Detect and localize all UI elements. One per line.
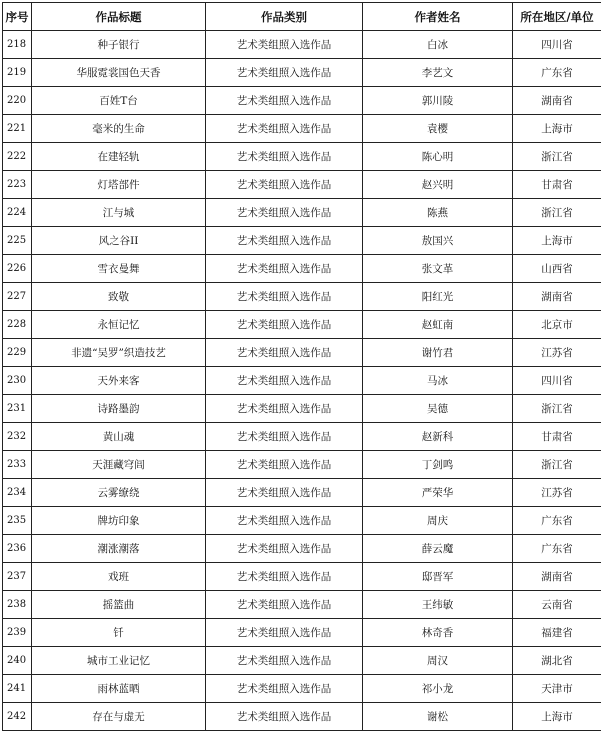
cell-number: 228 xyxy=(3,311,32,339)
cell-number: 232 xyxy=(3,423,32,451)
cell-author: 阳红光 xyxy=(363,283,513,311)
cell-region: 浙江省 xyxy=(513,199,602,227)
cell-title: 雪衣曼舞 xyxy=(32,255,206,283)
cell-region: 江苏省 xyxy=(513,339,602,367)
cell-category: 艺术类组照入选作品 xyxy=(206,395,363,423)
cell-category: 艺术类组照入选作品 xyxy=(206,283,363,311)
cell-title: 戏班 xyxy=(32,563,206,591)
cell-region: 广东省 xyxy=(513,507,602,535)
cell-author: 赵新科 xyxy=(363,423,513,451)
cell-number: 219 xyxy=(3,59,32,87)
cell-number: 222 xyxy=(3,143,32,171)
cell-region: 天津市 xyxy=(513,675,602,703)
cell-number: 226 xyxy=(3,255,32,283)
cell-author: 陈心明 xyxy=(363,143,513,171)
cell-author: 白冰 xyxy=(363,31,513,59)
cell-number: 229 xyxy=(3,339,32,367)
cell-category: 艺术类组照入选作品 xyxy=(206,479,363,507)
cell-category: 艺术类组照入选作品 xyxy=(206,591,363,619)
cell-title: 城市工业记忆 xyxy=(32,647,206,675)
cell-category: 艺术类组照入选作品 xyxy=(206,507,363,535)
table-header xyxy=(3,3,602,31)
cell-title: 灯塔部件 xyxy=(32,171,206,199)
table-row xyxy=(3,535,602,563)
cell-number: 218 xyxy=(3,31,32,59)
cell-title: 天涯藏穹闾 xyxy=(32,451,206,479)
cell-category: 艺术类组照入选作品 xyxy=(206,675,363,703)
cell-title: 天外来客 xyxy=(32,367,206,395)
cell-category: 艺术类组照入选作品 xyxy=(206,87,363,115)
cell-region: 北京市 xyxy=(513,311,602,339)
cell-title: 江与城 xyxy=(32,199,206,227)
table-row xyxy=(3,563,602,591)
cell-author: 马冰 xyxy=(363,367,513,395)
cell-category: 艺术类组照入选作品 xyxy=(206,227,363,255)
cell-number: 223 xyxy=(3,171,32,199)
cell-category: 艺术类组照入选作品 xyxy=(206,311,363,339)
cell-region: 湖南省 xyxy=(513,563,602,591)
table-row xyxy=(3,115,602,143)
cell-region: 上海市 xyxy=(513,227,602,255)
cell-region: 上海市 xyxy=(513,115,602,143)
cell-author: 周庆 xyxy=(363,507,513,535)
cell-number: 234 xyxy=(3,479,32,507)
cell-author: 吴德 xyxy=(363,395,513,423)
page-sheet xyxy=(2,2,601,741)
table-row xyxy=(3,339,602,367)
cell-category: 艺术类组照入选作品 xyxy=(206,647,363,675)
cell-author: 陈燕 xyxy=(363,199,513,227)
table-row xyxy=(3,423,602,451)
cell-author: 丁剑鸣 xyxy=(363,451,513,479)
cell-number: 224 xyxy=(3,199,32,227)
cell-author: 严荣华 xyxy=(363,479,513,507)
cell-author: 谢竹君 xyxy=(363,339,513,367)
cell-number: 231 xyxy=(3,395,32,423)
cell-author: 谢松 xyxy=(363,703,513,731)
cell-author: 周汉 xyxy=(363,647,513,675)
cell-region: 湖南省 xyxy=(513,87,602,115)
cell-author: 薛云魔 xyxy=(363,535,513,563)
table-row xyxy=(3,479,602,507)
cell-number: 230 xyxy=(3,367,32,395)
table-row xyxy=(3,31,602,59)
cell-region: 浙江省 xyxy=(513,395,602,423)
cell-number: 236 xyxy=(3,535,32,563)
cell-title: 潮涨潮落 xyxy=(32,535,206,563)
cell-author: 赵虹南 xyxy=(363,311,513,339)
cell-number: 220 xyxy=(3,87,32,115)
cell-region: 浙江省 xyxy=(513,451,602,479)
cell-category: 艺术类组照入选作品 xyxy=(206,143,363,171)
cell-category: 艺术类组照入选作品 xyxy=(206,563,363,591)
table-row xyxy=(3,87,602,115)
header-row xyxy=(3,3,602,31)
cell-author: 郭川陵 xyxy=(363,87,513,115)
cell-author: 邸晋军 xyxy=(363,563,513,591)
cell-author: 王纬敏 xyxy=(363,591,513,619)
cell-number: 239 xyxy=(3,619,32,647)
cell-region: 甘肃省 xyxy=(513,423,602,451)
cell-number: 237 xyxy=(3,563,32,591)
cell-category: 艺术类组照入选作品 xyxy=(206,535,363,563)
cell-region: 湖北省 xyxy=(513,647,602,675)
table-row xyxy=(3,283,602,311)
cell-title: 风之谷II xyxy=(32,227,206,255)
cell-category: 艺术类组照入选作品 xyxy=(206,255,363,283)
cell-author: 袁樱 xyxy=(363,115,513,143)
cell-category: 艺术类组照入选作品 xyxy=(206,171,363,199)
cell-title: 黄山魂 xyxy=(32,423,206,451)
cell-category: 艺术类组照入选作品 xyxy=(206,199,363,227)
cell-region: 甘肃省 xyxy=(513,171,602,199)
cell-author: 林奇香 xyxy=(363,619,513,647)
cell-region: 云南省 xyxy=(513,591,602,619)
cell-title: 存在与虚无 xyxy=(32,703,206,731)
cell-category: 艺术类组照入选作品 xyxy=(206,339,363,367)
table-row xyxy=(3,451,602,479)
header-region: 所在地区/单位 xyxy=(513,3,602,31)
table-row xyxy=(3,59,602,87)
cell-title: 牌坊印象 xyxy=(32,507,206,535)
cell-number: 227 xyxy=(3,283,32,311)
header-title: 作品标题 xyxy=(32,3,206,31)
cell-title: 种子银行 xyxy=(32,31,206,59)
table-row xyxy=(3,143,602,171)
table-row xyxy=(3,255,602,283)
table-row xyxy=(3,395,602,423)
table-row xyxy=(3,675,602,703)
cell-number: 225 xyxy=(3,227,32,255)
cell-title: 诗路墨韵 xyxy=(32,395,206,423)
cell-category: 艺术类组照入选作品 xyxy=(206,367,363,395)
cell-title: 在建轻轨 xyxy=(32,143,206,171)
cell-number: 242 xyxy=(3,703,32,731)
cell-category: 艺术类组照入选作品 xyxy=(206,423,363,451)
header-number: 序号 xyxy=(3,3,32,31)
table-row xyxy=(3,171,602,199)
cell-author: 张文革 xyxy=(363,255,513,283)
cell-number: 221 xyxy=(3,115,32,143)
table-row xyxy=(3,227,602,255)
cell-region: 上海市 xyxy=(513,703,602,731)
cell-author: 李艺文 xyxy=(363,59,513,87)
cell-number: 238 xyxy=(3,591,32,619)
cell-category: 艺术类组照入选作品 xyxy=(206,703,363,731)
table-body xyxy=(3,31,602,731)
cell-title: 致敬 xyxy=(32,283,206,311)
cell-number: 240 xyxy=(3,647,32,675)
table-row xyxy=(3,367,602,395)
cell-title: 摇篮曲 xyxy=(32,591,206,619)
cell-category: 艺术类组照入选作品 xyxy=(206,59,363,87)
table-row xyxy=(3,507,602,535)
table-row xyxy=(3,311,602,339)
cell-author: 敖国兴 xyxy=(363,227,513,255)
cell-title: 钎 xyxy=(32,619,206,647)
cell-category: 艺术类组照入选作品 xyxy=(206,451,363,479)
table-row xyxy=(3,619,602,647)
cell-category: 艺术类组照入选作品 xyxy=(206,115,363,143)
cell-category: 艺术类组照入选作品 xyxy=(206,31,363,59)
cell-region: 湖南省 xyxy=(513,283,602,311)
cell-region: 四川省 xyxy=(513,367,602,395)
cell-region: 广东省 xyxy=(513,535,602,563)
table-row xyxy=(3,199,602,227)
cell-region: 山西省 xyxy=(513,255,602,283)
cell-title: 永恒记忆 xyxy=(32,311,206,339)
cell-number: 235 xyxy=(3,507,32,535)
cell-region: 浙江省 xyxy=(513,143,602,171)
cell-title: 百姓T台 xyxy=(32,87,206,115)
cell-author: 赵兴明 xyxy=(363,171,513,199)
cell-category: 艺术类组照入选作品 xyxy=(206,619,363,647)
cell-number: 233 xyxy=(3,451,32,479)
header-category: 作品类别 xyxy=(206,3,363,31)
cell-region: 广东省 xyxy=(513,59,602,87)
cell-title: 华服霓裳国色天香 xyxy=(32,59,206,87)
cell-region: 四川省 xyxy=(513,31,602,59)
cell-number: 241 xyxy=(3,675,32,703)
entries-table xyxy=(2,2,601,731)
cell-author: 祁小龙 xyxy=(363,675,513,703)
cell-title: 雨林蓝晒 xyxy=(32,675,206,703)
cell-title: 云雾缭绕 xyxy=(32,479,206,507)
cell-title: 非遗“吴罗”织造技艺 xyxy=(32,339,206,367)
table-row xyxy=(3,703,602,731)
header-author: 作者姓名 xyxy=(363,3,513,31)
table-row xyxy=(3,647,602,675)
cell-region: 福建省 xyxy=(513,619,602,647)
table-row xyxy=(3,591,602,619)
cell-title: 毫米的生命 xyxy=(32,115,206,143)
cell-region: 江苏省 xyxy=(513,479,602,507)
